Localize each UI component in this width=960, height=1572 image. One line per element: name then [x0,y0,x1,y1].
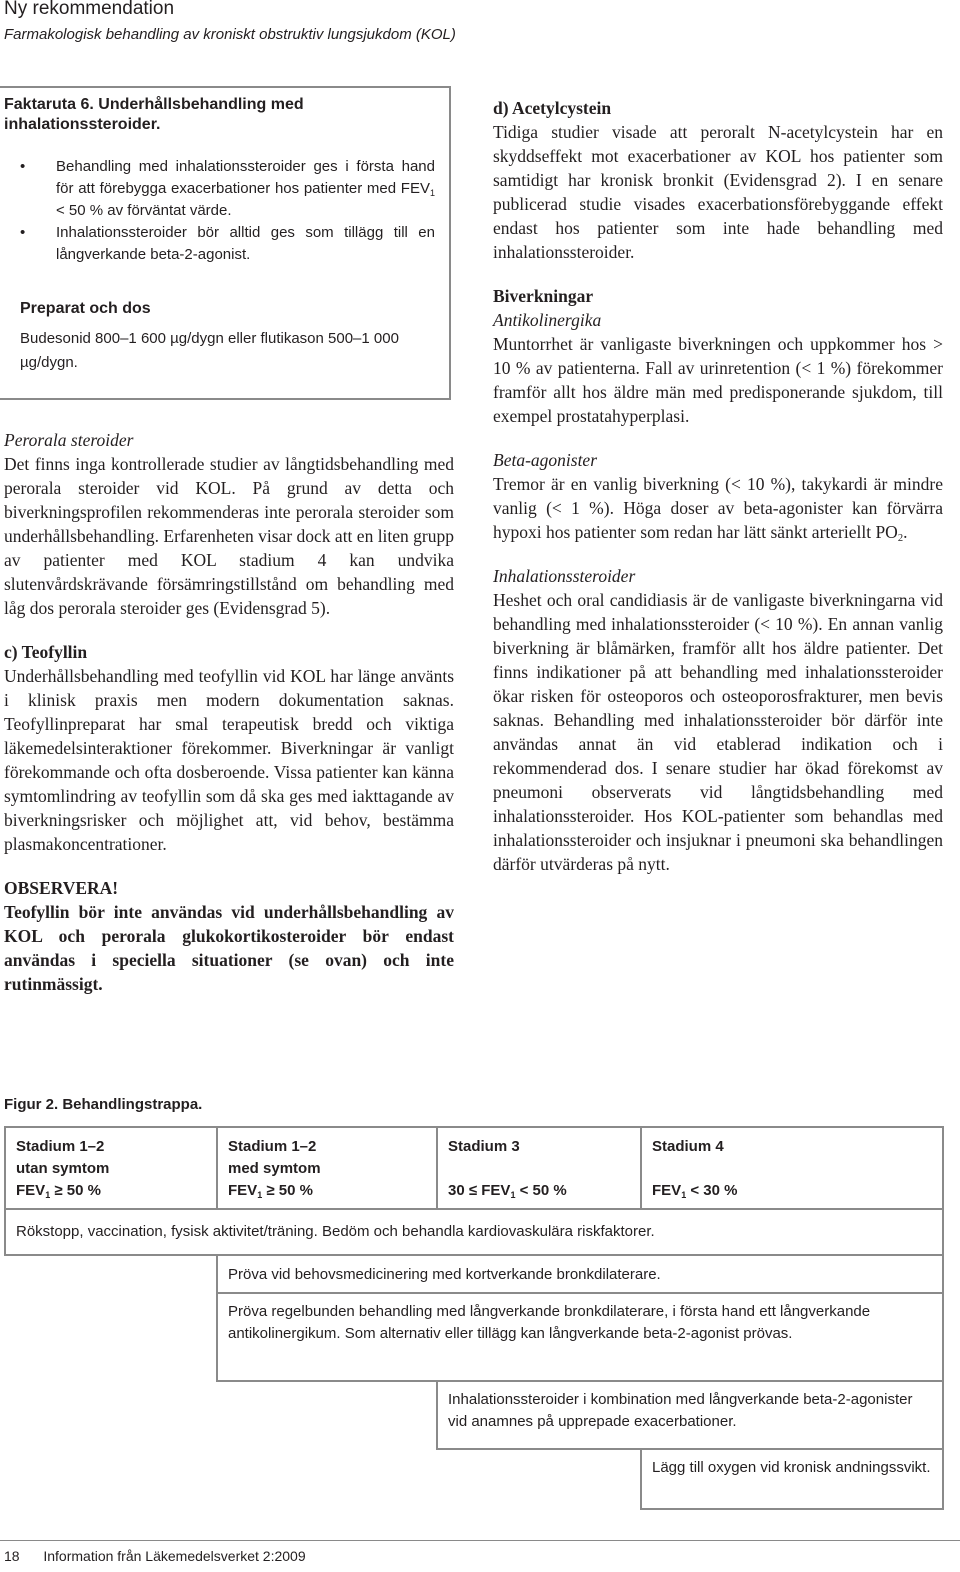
stage-label: Stadium 1–2 [16,1138,105,1155]
inhal-heading: Inhalationssteroider [493,566,636,586]
stage-box [436,1126,642,1210]
factbox-title: Faktaruta 6. Underhållsbehandling med inhalationssteroider. [4,96,304,133]
footer-source: Information från Läkemedelsverket 2:2009 [43,1548,306,1564]
subscript: 2 [897,533,904,544]
perorala-heading: Perorala steroider [4,430,134,450]
stage-fev: $FEV_1 \ge 50$ % [228,1182,313,1200]
stage-label: Stadium 3 [448,1138,520,1155]
treatment-step-3: Pröva regelbunden behandling med långverkande bronkdilaterare, i första hand ett långverkande antikolinergikum. Som alternativ eller tillägg kan långverkande beta-2-agonist prövas. [216,1292,944,1382]
treatment-step-4: Inhalationssteroider i kombination med långverkande beta-2-agonister vid anamnes på upprepade exacerbationer. [436,1380,944,1450]
stage-label: Stadium 4 [652,1138,724,1155]
observera-text: Teofyllin bör inte användas vid underhållsbehandling av KOL och perorala glukokortikosteroider bör endast användas i speciella situationer (se ovan) och inte rutinmässigt. [4,902,454,994]
beta-text-tail: . [903,522,908,542]
page-subtitle: Farmakologisk behandling av kroniskt obstruktiv lungsjukdom (KOL) [4,26,456,43]
perorala-text: Det finns inga kontrollerade studier av långtidsbehandling med perorala steroider vid KOL. På grund av detta och biverkningsprofilen rekommenderas inte perorala steroider som underhållsbehandling. Erfarenheten visar dock att en liten grupp av patienter med KOL stadium 4 kan undvika slutenvårdskrävande försämringstillstånd om behandling med låg dos perorala steroider ges (Evidensgrad 5). [4,454,454,618]
figure-caption: Figur 2. Behandlingstrappa. [4,1096,203,1113]
subscript: 1 [429,188,435,198]
treatment-step-5: Lägg till oxygen vid kronisk andningssvikt. [640,1448,944,1510]
stage-sub: med symtom [228,1160,321,1177]
inhal-text: Heshet och oral candidiasis är de vanligaste biverkningarna vid behandling med inhalationssteroider (< 10 %). En annan vanlig biverkning är blåmärken, framför allt hos äldre patienter. Det finns indikationer på att behandling med inhalationssteroider ökar risken för osteoporos och osteoporosfrakturer, men bevis saknas. Behandling med inhalationssteroider bör därför inte användas annat än vid etablerad indikation och i rekommenderad dos. I senare studier har ökad förekomst av pneumoni observerats vid långtidsbehandling med inhalationssteroider. Hos KOL-patienter som behandlas med inhalationssteroider och insjuknar i pneumoni ska behandlingen därför utvärderas på nytt. [493,590,943,874]
stage-fev: $FEV_1 < 30$ % [652,1182,738,1200]
bullet-text: Behandling med inhalationssteroider ges i första hand för att förebygga exacerbationer hos patienter med FEV [56,158,435,197]
treatment-step-1: Rökstopp, vaccination, fysisk aktivitet/träning. Bedöm och behandla kardiovaskulära riskfaktorer. [4,1208,944,1256]
page-title: Ny rekommendation [4,0,175,19]
factbox-bullet [20,222,435,266]
stage-spacer [652,1158,932,1180]
right-column [493,96,943,876]
biverk-heading: Biverkningar [493,286,594,306]
stage-label: Stadium 1–2 [228,1138,317,1155]
dose-heading: Preparat och dos [20,300,151,317]
beta-text: Tremor är en vanlig biverkning (< 10 %), takykardi är mindre vanlig (< 1 %). Höga doser av beta-agonister kan förvärra hypoxi hos patienter som redan har lätt sänkt arteriellt PO [493,474,943,542]
page-number: 18 [4,1548,20,1564]
stage-box [640,1126,944,1210]
stage-spacer [448,1158,630,1180]
stage-sub: utan symtom [16,1160,110,1177]
stage-fev: $FEV_1 \ge 50$ % [16,1182,101,1200]
antikol-heading: Antikolinergika [493,310,602,330]
acetyl-text: Tidiga studier visade att peroralt N-acetylcystein har en skyddseffekt mot exacerbationer av KOL hos patienter som samtidigt har kronisk bronkit (Evidensgrad 2). I en senare publicerad studie visades exacerbationsförebyggande effekt endast hos patienter som inte hade behandling med inhalationssteroider. [493,122,943,262]
antikol-text: Muntorrhet är vanligaste biverkningen och uppkommer hos > 10 % av patienterna. Fall av urinretention (< 1 %) förekommer framför allt hos äldre män med predisponerande sjukdom, till exempel prostatahyperplasi. [493,334,943,426]
dose-text: Budesonid 800–1 600 µg/dygn eller flutikason 500–1 000 µg/dygn. [20,330,399,371]
stage-box [216,1126,438,1210]
factbox-list [20,156,435,266]
stage-box [4,1126,218,1210]
left-column [4,428,454,996]
beta-heading: Beta-agonister [493,450,598,470]
footer [4,1548,306,1564]
observera-heading: OBSERVERA! [4,878,119,898]
stage-fev: $30 \le FEV_1 < 50$ % [448,1182,567,1200]
acetyl-heading: d) Acetylcystein [493,98,612,118]
bullet-text-tail: < 50 % av förväntat värde. [56,202,232,219]
treatment-step-2: Pröva vid behovsmedicinering med kortverkande bronkdilaterare. [216,1254,944,1294]
teofyllin-heading: c) Teofyllin [4,642,88,662]
bullet-text: Inhalationssteroider bör alltid ges som tillägg till en långverkande beta-2-agonist. [56,224,435,263]
footer-rule [0,1540,960,1541]
teofyllin-text: Underhållsbehandling med teofyllin vid KOL har länge använts i klinisk praxis men modern dokumentation saknas. Teofyllinpreparat har smal terapeutisk bredd och viktiga läkemedelsinteraktioner förekommer. Biverkningar är vanligt förekommande och ofta dosberoende. Vissa patienter kan känna symtomlindring av teofyllin som då ska ges med iakttagande av biverkningsrisker och möjlighet att, vid behov, bestämma plasmakoncentrationer. [4,666,454,854]
factbox-bullet [20,156,435,222]
beta-text-block [493,472,943,544]
